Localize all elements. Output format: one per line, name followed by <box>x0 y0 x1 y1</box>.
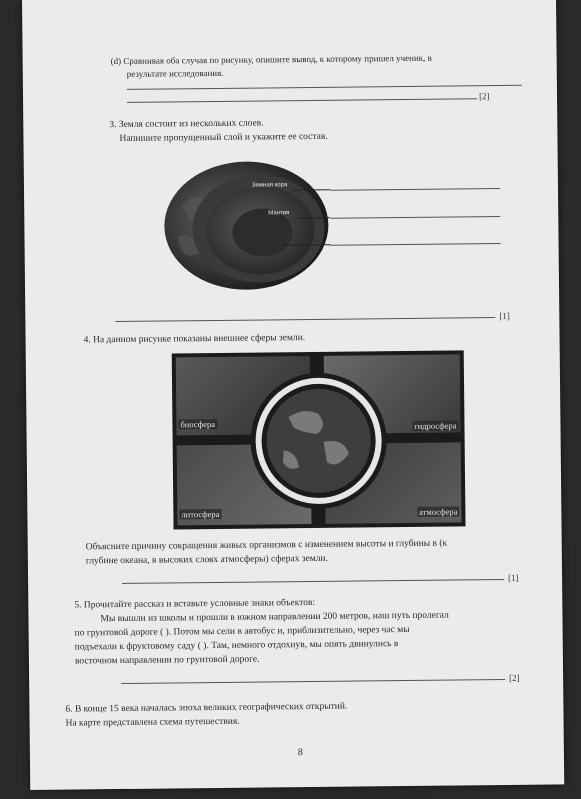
answer-line <box>127 98 477 103</box>
layer-pointer-line <box>331 243 501 246</box>
question-3-line1: 3. Земля состоит из нескольких слоев. <box>109 118 264 131</box>
marks-label: [2] <box>478 91 490 102</box>
crust-label: Земная кора <box>251 182 288 189</box>
answer-line <box>121 679 505 684</box>
question-5-line1: 5. Прочитайте рассказ и вставьте условные знаки объектов: <box>74 597 316 611</box>
question-5-line4: подъехали к фруктовому саду ( ). Там, немного отдохнув, мы опять двинулись в <box>74 639 399 653</box>
question-5-line2: Мы вышли из школы и прошли в южном направлении 200 метров, наш путь пролегал <box>100 610 449 625</box>
marks-label: [1] <box>499 310 510 322</box>
question-6-line2: На карте представлена схема путешествия. <box>65 716 240 729</box>
hydrosphere-label: гидросфера <box>414 420 457 431</box>
layer-pointer-line <box>330 216 500 219</box>
marks-label: [1] <box>508 572 519 583</box>
worksheet-page <box>22 0 564 790</box>
question-d-line1: (d) Сравнивая оба случая по рисунку, опишите вывод, к которому пришел ученик, в <box>110 52 432 67</box>
question-4-text1: Объясните причину сокращения живых организмов с изменением высоты и глубины в (к <box>85 538 448 553</box>
lithosphere-label: литосфера <box>181 508 220 520</box>
answer-line <box>115 317 495 322</box>
earth-spheres-figure <box>172 350 466 529</box>
question-4-line1: 4. На данном рисунке показаны внешнее сферы земли. <box>83 333 306 346</box>
answer-line <box>122 579 504 584</box>
question-4-text2: глубине океана, в высоких слоях атмосферы) сферах земли. <box>85 553 329 567</box>
marks-label: [2] <box>509 672 520 683</box>
question-5-line5: восточном направлении по грунтовой дороге. <box>74 654 260 667</box>
answer-line <box>127 85 522 90</box>
page-number: 8 <box>297 747 303 759</box>
question-5-line3: по грунтовой дороге ( ). Потом мы сели в автобус и, приблизительно, через час мы <box>74 624 410 639</box>
question-d-line2: результате исследования. <box>126 67 224 79</box>
layer-pointer-line <box>330 188 500 191</box>
mantle-label: Мантия <box>268 210 290 217</box>
earth-layers-diagram <box>162 160 331 292</box>
atmosphere-label: атмосфера <box>419 506 458 517</box>
biosphere-label: биосфера <box>180 419 216 430</box>
question-6-line1: 6. В конце 15 века началась эпоха великих географических открытий. <box>65 701 348 715</box>
globe-center <box>248 371 389 510</box>
question-3-line2: Напишите пропущенный слой и укажите ее состав. <box>119 131 328 144</box>
